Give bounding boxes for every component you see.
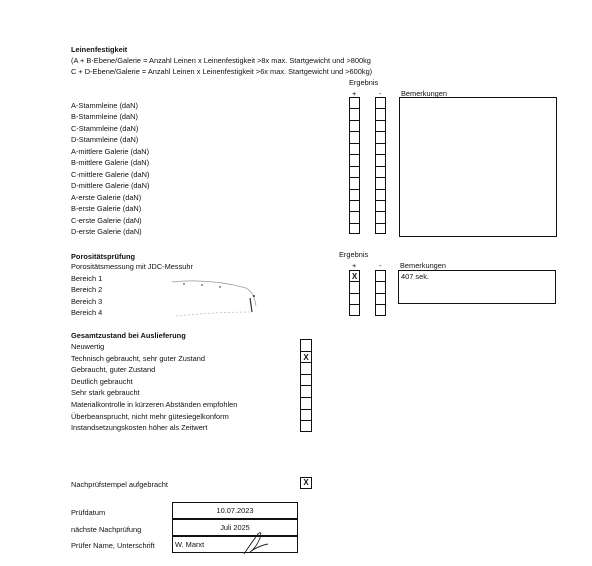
- line-strength-row-label: C-Stammleine (daN): [71, 123, 139, 133]
- line-strength-plus-checkbox[interactable]: [350, 201, 359, 212]
- porosity-minus-header: -: [379, 261, 382, 270]
- date-value: 10.07.2023: [216, 506, 254, 515]
- line-strength-plus-checkbox[interactable]: [350, 98, 359, 109]
- line-strength-plus-checkbox[interactable]: [350, 167, 359, 178]
- line-strength-plus-checkbox[interactable]: [350, 224, 359, 235]
- condition-title: Gesamtzustand bei Auslieferung: [71, 331, 186, 340]
- porosity-row-label: Bereich 4: [71, 308, 103, 318]
- line-strength-plus-header: +: [352, 89, 357, 98]
- line-strength-row-label: D-mittlere Galerie (daN): [71, 181, 150, 191]
- line-strength-plus-column: [349, 97, 360, 234]
- porosity-result-header: Ergebnis: [339, 250, 369, 259]
- line-strength-plus-checkbox[interactable]: [350, 155, 359, 166]
- line-strength-row-label: C-erste Galerie (daN): [71, 215, 142, 225]
- signature-scribble: [238, 528, 278, 558]
- examiner-value: W. Marxt: [175, 540, 205, 549]
- line-strength-minus-checkbox[interactable]: [376, 212, 385, 223]
- porosity-row-label: Bereich 2: [71, 285, 103, 295]
- line-strength-row-label: B-mittlere Galerie (daN): [71, 158, 150, 168]
- porosity-plus-checkbox[interactable]: [350, 282, 359, 293]
- glider-trailing-edge: [176, 312, 250, 316]
- line-strength-remarks-text: [400, 98, 556, 102]
- line-strength-minus-checkbox[interactable]: [376, 121, 385, 132]
- condition-checkbox[interactable]: [301, 375, 311, 387]
- condition-column: [300, 339, 312, 432]
- porosity-row-label: Bereich 1: [71, 274, 103, 283]
- glider-sketch: [170, 276, 266, 320]
- porosity-title: Porositätsprüfung: [71, 252, 136, 261]
- porosity-subtitle: Porositätsmessung mit JDC-Messuhr: [71, 262, 193, 271]
- condition-checkbox[interactable]: [301, 398, 311, 410]
- line-strength-result-header: Ergebnis: [349, 78, 379, 87]
- measure-point-1: [183, 283, 185, 285]
- condition-checkbox[interactable]: X: [301, 352, 311, 364]
- examiner-label: Prüfer Name, Unterschrift: [71, 541, 155, 550]
- line-strength-plus-checkbox[interactable]: [350, 109, 359, 120]
- line-strength-minus-checkbox[interactable]: [376, 178, 385, 189]
- line-strength-minus-checkbox[interactable]: [376, 190, 385, 201]
- condition-row-label: Deutlich gebraucht: [71, 376, 133, 386]
- porosity-plus-checkbox[interactable]: [350, 305, 359, 316]
- line-strength-row-label: B-erste Galerie (daN): [71, 204, 142, 214]
- next-check-label: nächste Nachprüfung: [71, 525, 142, 534]
- condition-checkbox[interactable]: [301, 340, 311, 352]
- porosity-minus-checkbox[interactable]: [376, 305, 385, 316]
- line-strength-plus-checkbox[interactable]: [350, 121, 359, 132]
- line-strength-minus-checkbox[interactable]: [376, 167, 385, 178]
- line-strength-minus-checkbox[interactable]: [376, 201, 385, 212]
- porosity-plus-header: +: [352, 261, 357, 270]
- porosity-minus-column: [375, 270, 386, 316]
- condition-checkbox[interactable]: [301, 421, 311, 433]
- porosity-remarks-box[interactable]: [398, 270, 556, 304]
- porosity-plus-checkbox[interactable]: X: [351, 272, 358, 281]
- line-strength-row-label: D-Stammleine (daN): [71, 135, 139, 145]
- measure-point-2: [201, 284, 203, 286]
- line-strength-remarks-header: Bemerkungen: [401, 89, 448, 98]
- line-strength-plus-checkbox[interactable]: [350, 190, 359, 201]
- line-strength-plus-checkbox[interactable]: [350, 212, 359, 223]
- line-strength-minus-header: -: [379, 89, 382, 98]
- date-label: Prüfdatum: [71, 508, 106, 517]
- line-strength-row-label: A-erste Galerie (daN): [71, 192, 142, 202]
- line-strength-remarks-box[interactable]: [399, 97, 557, 237]
- condition-checkbox[interactable]: [301, 386, 311, 398]
- next-check-field[interactable]: [172, 519, 298, 536]
- line-strength-minus-checkbox[interactable]: [376, 224, 385, 235]
- line-strength-minus-column: [375, 97, 386, 234]
- examiner-field[interactable]: [172, 536, 298, 553]
- porosity-plus-column: [349, 270, 360, 316]
- line-strength-minus-checkbox[interactable]: [376, 132, 385, 143]
- condition-checkbox[interactable]: [301, 410, 311, 422]
- porosity-minus-checkbox[interactable]: [376, 294, 385, 305]
- line-strength-minus-checkbox[interactable]: [376, 98, 385, 109]
- line-strength-row-label: D-erste Galerie (daN): [71, 226, 142, 236]
- line-strength-title: Leinenfestigkeit: [71, 45, 128, 54]
- measure-point-4: [253, 295, 255, 297]
- next-check-value: Juli 2025: [220, 523, 250, 532]
- line-strength-minus-checkbox[interactable]: [376, 155, 385, 166]
- condition-checkbox[interactable]: [301, 363, 311, 375]
- stamp-label: Nachprüfstempel aufgebracht: [71, 480, 168, 489]
- condition-row-label: Neuwertig: [71, 342, 105, 351]
- line-strength-rule-2: C + D-Ebene/Galerie = Anzahl Leinen x Leinenfestigkeit >6x max. Startgewicht und >600kg): [71, 67, 373, 76]
- line-strength-row-label: C-mittlere Galerie (daN): [71, 169, 150, 179]
- line-strength-plus-checkbox[interactable]: [350, 132, 359, 143]
- porosity-remarks-header: Bemerkungen: [400, 261, 447, 270]
- line-strength-row-label: B-Stammleine (daN): [71, 112, 138, 122]
- porosity-plus-checkbox[interactable]: [350, 294, 359, 305]
- line-strength-plus-checkbox[interactable]: [350, 144, 359, 155]
- condition-row-label: Materialkontrolle in kürzeren Abständen empfohlen: [71, 400, 238, 409]
- porosity-minus-checkbox[interactable]: [376, 271, 385, 282]
- glider-tip: [250, 298, 252, 312]
- porosity-row-label: Bereich 3: [71, 296, 103, 306]
- condition-row-label: Sehr stark gebraucht: [71, 388, 140, 398]
- line-strength-row-label: A-mittlere Galerie (daN): [71, 146, 150, 156]
- condition-row-label: Technisch gebraucht, sehr guter Zustand: [71, 353, 205, 363]
- porosity-minus-checkbox[interactable]: [376, 282, 385, 293]
- condition-row-label: Überbeansprucht, nicht mehr gütesiegelkonform: [71, 411, 229, 421]
- line-strength-minus-checkbox[interactable]: [376, 144, 385, 155]
- line-strength-row-label: A-Stammleine (daN): [71, 101, 138, 110]
- line-strength-rule-1: (A + B-Ebene/Galerie = Anzahl Leinen x Leinenfestigkeit >8x max. Startgewicht und >800kg: [71, 56, 371, 65]
- measure-point-3: [219, 286, 221, 288]
- porosity-remarks-text: 407 sek.: [401, 272, 429, 281]
- stamp-checkbox[interactable]: X: [300, 477, 312, 489]
- condition-row-label: Instandsetzungskosten höher als Zeitwert: [71, 423, 208, 433]
- line-strength-minus-checkbox[interactable]: [376, 109, 385, 120]
- line-strength-plus-checkbox[interactable]: [350, 178, 359, 189]
- condition-row-label: Gebraucht, guter Zustand: [71, 365, 156, 375]
- date-field[interactable]: [172, 502, 298, 519]
